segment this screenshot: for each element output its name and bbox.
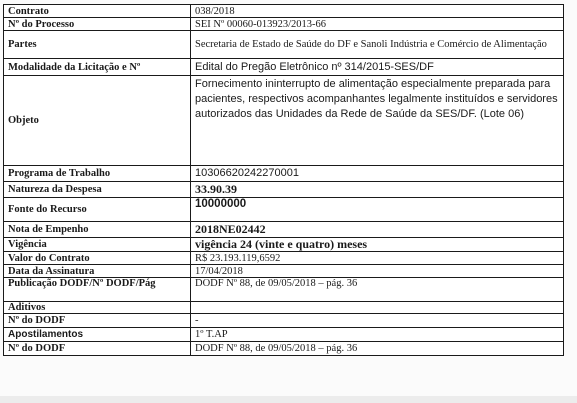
row-natureza — [4, 182, 564, 198]
label-contrato: Contrato — [4, 5, 191, 18]
value-dodf-apostilamentos: DODF Nº 88, de 09/05/2018 – pág. 36 — [191, 342, 564, 356]
row-dodf-apostilamentos — [4, 342, 564, 356]
value-modalidade: Edital do Pregão Eletrônico nº 314/2015-SES/DF — [191, 59, 564, 76]
row-aditivos — [4, 302, 564, 314]
label-assinatura: Data da Assinatura — [4, 265, 191, 278]
value-contrato: 038/2018 — [191, 5, 564, 18]
row-fonte — [4, 198, 564, 222]
row-dodf-aditivos — [4, 314, 564, 328]
value-fonte: 10000000 — [191, 198, 564, 222]
row-objeto — [4, 76, 564, 166]
label-valor: Valor do Contrato — [4, 252, 191, 265]
value-processo: SEI Nº 00060-013923/2013-66 — [191, 18, 564, 31]
value-objeto: Fornecimento ininterrupto de alimentação especialmente preparada para pacientes, respectivos acompanhantes legalmente instituídos e servidores autorizados das Unidades da Rede de Saúde da SES/DF. (Lote 06) — [191, 76, 564, 166]
label-empenho: Nota de Empenho — [4, 222, 191, 238]
value-valor: R$ 23.193.119,6592 — [191, 252, 564, 265]
label-objeto: Objeto — [4, 76, 191, 166]
label-modalidade: Modalidade da Licitação e Nº — [4, 59, 191, 76]
contract-summary-table — [3, 4, 564, 356]
value-assinatura: 17/04/2018 — [191, 265, 564, 278]
row-apostilamentos — [4, 328, 564, 342]
value-publicacao: DODF Nº 88, de 09/05/2018 – pág. 36 — [191, 278, 564, 302]
value-empenho: 2018NE02442 — [191, 222, 564, 238]
label-processo: Nº do Processo — [4, 18, 191, 31]
value-natureza: 33.90.39 — [191, 182, 564, 198]
value-dodf-aditivos: - — [191, 314, 564, 328]
row-assinatura — [4, 265, 564, 278]
label-programa: Programa de Trabalho — [4, 166, 191, 182]
label-apostilamentos: Apostilamentos — [4, 328, 191, 342]
row-processo — [4, 18, 564, 31]
label-vigencia: Vigência — [4, 238, 191, 252]
row-partes — [4, 31, 564, 59]
row-empenho — [4, 222, 564, 238]
label-aditivos: Aditivos — [4, 302, 191, 314]
value-vigencia: vigência 24 (vinte e quatro) meses — [191, 238, 564, 252]
label-natureza: Natureza da Despesa — [4, 182, 191, 198]
label-dodf-apostilamentos: Nº do DODF — [4, 342, 191, 356]
value-partes: Secretaria de Estado de Saúde do DF e Sanoli Indústria e Comércio de Alimentação — [191, 31, 564, 59]
label-publicacao: Publicação DODF/Nº DODF/Pág — [4, 278, 191, 302]
row-publicacao — [4, 278, 564, 302]
label-dodf-aditivos: Nº do DODF — [4, 314, 191, 328]
label-fonte: Fonte do Recurso — [4, 198, 191, 222]
value-aditivos — [191, 302, 564, 314]
value-programa: 10306620242270001 — [191, 166, 564, 182]
page-bottom-edge — [0, 396, 577, 403]
row-valor — [4, 252, 564, 265]
label-partes: Partes — [4, 31, 191, 59]
row-vigencia — [4, 238, 564, 252]
row-modalidade — [4, 59, 564, 76]
row-contrato — [4, 5, 564, 18]
row-programa — [4, 166, 564, 182]
value-apostilamentos: 1º T.AP — [191, 328, 564, 342]
